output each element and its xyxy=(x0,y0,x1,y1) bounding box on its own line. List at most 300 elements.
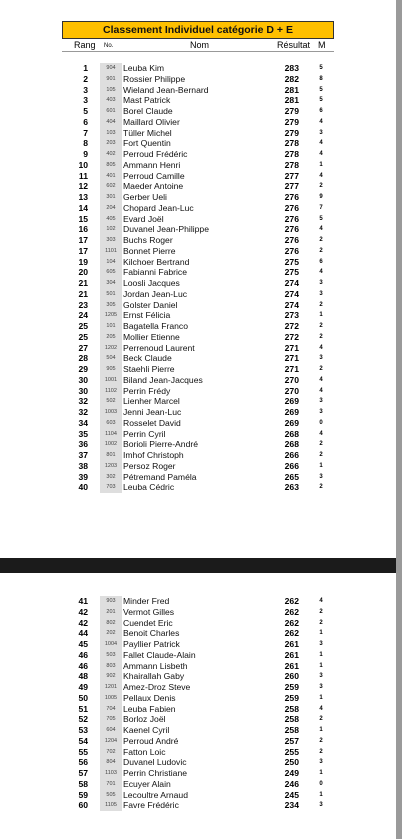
m-cell: 3 xyxy=(319,641,323,647)
rank-cell: 27 xyxy=(78,342,88,353)
m-cell: 6 xyxy=(319,108,323,114)
number-cell: 1204 xyxy=(100,736,122,747)
result-cell: 245 xyxy=(284,789,299,800)
result-cell: 273 xyxy=(284,310,299,321)
rank-cell: 12 xyxy=(78,181,88,192)
number-cell: 1005 xyxy=(100,693,122,704)
table-row xyxy=(0,85,396,96)
m-cell: 3 xyxy=(319,409,323,415)
number-cell: 1102 xyxy=(100,386,122,397)
m-cell: 3 xyxy=(319,290,323,297)
table-row xyxy=(0,596,396,607)
rank-cell: 41 xyxy=(78,596,88,606)
result-cell: 262 xyxy=(284,617,299,628)
m-cell: 3 xyxy=(319,759,323,766)
table-row xyxy=(0,224,396,235)
name-cell: Chopard Jean-Luc xyxy=(123,202,194,213)
table-row xyxy=(0,396,396,407)
number-cell: 802 xyxy=(100,618,122,629)
number-cell: 304 xyxy=(100,278,122,289)
result-cell: 250 xyxy=(284,757,299,768)
result-cell: 261 xyxy=(284,649,299,660)
result-cell: 278 xyxy=(284,138,299,149)
m-cell: 2 xyxy=(319,452,323,458)
number-cell: 1003 xyxy=(100,407,122,418)
number-cell: 201 xyxy=(100,607,122,618)
m-cell: 1 xyxy=(319,694,323,701)
name-cell: Leuba Cédric xyxy=(123,482,175,493)
m-cell: 2 xyxy=(319,619,323,626)
name-cell: Borloz Joël xyxy=(123,714,166,725)
rank-cell: 15 xyxy=(78,213,88,224)
name-cell: Perroud Camille xyxy=(123,170,185,181)
table-row xyxy=(0,63,396,74)
table-row xyxy=(0,618,396,629)
result-cell: 277 xyxy=(284,181,299,192)
rank-cell: 10 xyxy=(78,159,88,170)
name-cell: Leuba Kim xyxy=(123,63,165,73)
m-cell: 2 xyxy=(319,183,323,190)
table-row xyxy=(0,149,396,160)
table-row xyxy=(0,725,396,736)
table-row xyxy=(0,95,396,106)
result-cell: 234 xyxy=(284,800,299,811)
result-cell: 268 xyxy=(284,428,299,439)
result-cell: 258 xyxy=(284,725,299,735)
m-cell: 3 xyxy=(319,684,323,690)
table-row xyxy=(0,375,396,386)
rank-cell: 40 xyxy=(78,482,88,493)
name-cell: Perrin Frédy xyxy=(123,385,171,396)
number-cell: 302 xyxy=(100,472,122,483)
table-row xyxy=(0,203,396,214)
col-resultat: Résultat xyxy=(277,40,311,50)
m-cell: 4 xyxy=(319,705,323,712)
m-cell: 4 xyxy=(319,598,323,604)
name-cell: Biland Jean-Jacques xyxy=(123,374,203,385)
result-cell: 276 xyxy=(284,245,299,256)
m-cell: 2 xyxy=(319,366,323,372)
result-cell: 272 xyxy=(284,331,299,342)
number-cell: 103 xyxy=(100,128,122,139)
name-cell: Mollier Etienne xyxy=(123,331,180,342)
result-cell: 278 xyxy=(284,159,299,170)
number-cell: 702 xyxy=(100,747,122,758)
number-cell: 605 xyxy=(100,267,122,278)
m-cell: 5 xyxy=(319,86,323,93)
table-row xyxy=(0,364,396,375)
table-row xyxy=(0,386,396,397)
m-cell: 1 xyxy=(319,770,323,776)
rank-cell: 51 xyxy=(78,703,88,714)
m-cell: 3 xyxy=(319,398,323,405)
name-cell: Rosselet David xyxy=(123,417,181,428)
rank-cell: 36 xyxy=(78,439,88,450)
table-row xyxy=(0,790,396,801)
name-cell: Amez-Droz Steve xyxy=(123,682,191,692)
table-row xyxy=(0,418,396,429)
rank-cell: 53 xyxy=(78,725,88,735)
name-cell: Perroud André xyxy=(123,735,179,746)
table-row xyxy=(0,138,396,149)
name-cell: Leuba Fabien xyxy=(123,703,176,714)
number-cell: 405 xyxy=(100,214,122,225)
rank-cell: 2 xyxy=(83,73,88,84)
col-rang: Rang xyxy=(74,40,96,50)
rank-cell: 42 xyxy=(78,606,88,617)
rank-cell: 35 xyxy=(78,428,88,439)
number-cell: 403 xyxy=(100,95,122,106)
name-cell: Rossier Philippe xyxy=(123,73,186,84)
number-cell: 1103 xyxy=(100,768,122,779)
name-cell: Ecuyer Alain xyxy=(123,778,171,789)
rank-cell: 7 xyxy=(83,127,88,138)
table-row xyxy=(0,214,396,225)
name-cell: Jordan Jean-Luc xyxy=(123,288,188,299)
number-cell: 303 xyxy=(100,235,122,246)
name-cell: Borioli Pierre-André xyxy=(123,439,198,450)
result-cell: 274 xyxy=(284,299,299,310)
table-row xyxy=(0,257,396,268)
number-cell: 902 xyxy=(100,671,122,682)
name-cell: Staehli Pierre xyxy=(123,364,175,374)
scrollbar-track[interactable] xyxy=(396,0,402,839)
name-cell: Pétremand Paméla xyxy=(123,471,197,482)
m-cell: 2 xyxy=(319,608,323,615)
result-cell: 283 xyxy=(284,63,299,73)
table-row xyxy=(0,482,396,493)
name-cell: Duvanel Ludovic xyxy=(123,757,187,768)
rank-cell: 24 xyxy=(78,310,88,321)
rank-cell: 21 xyxy=(78,288,88,299)
m-cell: 5 xyxy=(319,65,323,71)
m-cell: 2 xyxy=(319,441,323,448)
table-row xyxy=(0,289,396,300)
number-cell: 905 xyxy=(100,364,122,375)
table-row xyxy=(0,800,396,811)
result-cell: 276 xyxy=(284,224,299,235)
rank-cell: 19 xyxy=(78,256,88,267)
m-cell: 4 xyxy=(319,172,323,179)
result-cell: 270 xyxy=(284,374,299,385)
rank-cell: 17 xyxy=(78,235,88,245)
name-cell: Bagatella Franco xyxy=(123,321,188,331)
rank-cell: 21 xyxy=(78,278,88,288)
name-cell: Fallet Claude-Alain xyxy=(123,649,196,660)
table-row xyxy=(0,439,396,450)
name-cell: Loosli Jacques xyxy=(123,278,180,288)
name-cell: Mast Patrick xyxy=(123,95,171,106)
number-cell: 903 xyxy=(100,596,122,607)
table-row xyxy=(0,714,396,725)
m-cell: 1 xyxy=(319,727,323,733)
result-cell: 258 xyxy=(284,714,299,725)
result-cell: 281 xyxy=(284,95,299,106)
number-cell: 1001 xyxy=(100,375,122,386)
result-cell: 279 xyxy=(284,116,299,127)
m-cell: 8 xyxy=(319,75,323,82)
result-cell: 263 xyxy=(284,482,299,493)
number-cell: 1202 xyxy=(100,343,122,354)
m-cell: 2 xyxy=(319,323,323,329)
m-cell: 4 xyxy=(319,387,323,394)
name-cell: Perrin Cyril xyxy=(123,428,166,439)
result-cell: 255 xyxy=(284,746,299,757)
name-cell: Maeder Antoine xyxy=(123,181,184,192)
m-cell: 1 xyxy=(319,161,323,168)
m-cell: 1 xyxy=(319,651,323,658)
name-cell: Perrin Christiane xyxy=(123,768,187,778)
table-row xyxy=(0,628,396,639)
m-cell: 2 xyxy=(319,737,323,744)
number-cell: 401 xyxy=(100,171,122,182)
number-cell: 404 xyxy=(100,117,122,128)
col-nom: Nom xyxy=(190,40,210,50)
results-list-page-1 xyxy=(0,63,396,493)
number-cell: 504 xyxy=(100,353,122,364)
m-cell: 1 xyxy=(319,662,323,669)
rank-cell: 48 xyxy=(78,671,88,682)
table-row xyxy=(0,461,396,472)
name-cell: Fatton Loic xyxy=(123,746,166,757)
number-cell: 1002 xyxy=(100,439,122,450)
result-cell: 257 xyxy=(284,735,299,746)
number-cell: 203 xyxy=(100,138,122,149)
number-cell: 1105 xyxy=(100,800,122,811)
table-row xyxy=(0,106,396,117)
rank-cell: 1 xyxy=(83,63,88,73)
rank-cell: 49 xyxy=(78,682,88,692)
result-cell: 274 xyxy=(284,288,299,299)
number-cell: 801 xyxy=(100,450,122,461)
number-cell: 704 xyxy=(100,704,122,715)
rank-cell: 28 xyxy=(78,353,88,364)
header-divider xyxy=(62,51,334,52)
rank-cell: 52 xyxy=(78,714,88,725)
m-cell: 7 xyxy=(319,204,323,211)
m-cell: 4 xyxy=(319,140,323,147)
number-cell: 204 xyxy=(100,203,122,214)
number-cell: 205 xyxy=(100,332,122,343)
number-cell: 1004 xyxy=(100,639,122,650)
results-page-2 xyxy=(0,573,396,839)
result-cell: 281 xyxy=(284,84,299,95)
name-cell: Evard Joël xyxy=(123,213,164,224)
name-cell: Bonnet Pierre xyxy=(123,245,176,256)
name-cell: Kilchoer Bertrand xyxy=(123,256,190,267)
rank-cell: 30 xyxy=(78,374,88,385)
result-cell: 282 xyxy=(284,73,299,84)
table-row xyxy=(0,321,396,332)
table-row xyxy=(0,639,396,650)
result-cell: 249 xyxy=(284,768,299,778)
number-cell: 901 xyxy=(100,74,122,85)
number-cell: 1101 xyxy=(100,246,122,257)
result-cell: 259 xyxy=(284,692,299,703)
rank-cell: 55 xyxy=(78,746,88,757)
name-cell: Ammann Henri xyxy=(123,159,181,170)
result-cell: 262 xyxy=(284,606,299,617)
rank-cell: 32 xyxy=(78,407,88,417)
table-row xyxy=(0,747,396,758)
number-cell: 1104 xyxy=(100,429,122,440)
rank-cell: 42 xyxy=(78,617,88,628)
m-cell: 1 xyxy=(319,630,323,637)
table-row xyxy=(0,267,396,278)
m-cell: 2 xyxy=(319,748,323,755)
name-cell: Imhof Christoph xyxy=(123,450,184,460)
result-cell: 279 xyxy=(284,106,299,116)
result-cell: 262 xyxy=(284,628,299,639)
name-cell: Khairallah Gaby xyxy=(123,671,185,682)
result-cell: 271 xyxy=(284,342,299,353)
name-cell: Cuendet Eric xyxy=(123,617,173,628)
name-cell: Jenni Jean-Luc xyxy=(123,407,182,417)
name-cell: Lienher Marcel xyxy=(123,396,180,407)
m-cell: 3 xyxy=(319,280,323,286)
name-cell: Buchs Roger xyxy=(123,235,173,245)
rank-cell: 13 xyxy=(78,192,88,202)
m-cell: 1 xyxy=(319,462,323,469)
m-cell: 3 xyxy=(319,355,323,362)
number-cell: 105 xyxy=(100,85,122,96)
rank-cell: 9 xyxy=(83,149,88,159)
name-cell: Ernst Félicia xyxy=(123,310,171,321)
result-cell: 272 xyxy=(284,321,299,331)
rank-cell: 20 xyxy=(78,267,88,278)
result-cell: 275 xyxy=(284,267,299,278)
rank-cell: 25 xyxy=(78,321,88,331)
number-cell: 102 xyxy=(100,224,122,235)
rank-cell: 6 xyxy=(83,116,88,127)
rank-cell: 46 xyxy=(78,649,88,660)
name-cell: Minder Fred xyxy=(123,596,170,606)
result-cell: 261 xyxy=(284,660,299,671)
rank-cell: 3 xyxy=(83,95,88,106)
number-cell: 502 xyxy=(100,396,122,407)
table-row xyxy=(0,450,396,461)
rank-cell: 60 xyxy=(78,800,88,811)
result-cell: 276 xyxy=(284,235,299,245)
name-cell: Tüller Michel xyxy=(123,127,172,138)
rank-cell: 45 xyxy=(78,639,88,649)
table-row xyxy=(0,74,396,85)
number-cell: 104 xyxy=(100,257,122,268)
number-cell: 1201 xyxy=(100,682,122,693)
rank-cell: 8 xyxy=(83,138,88,149)
result-cell: 260 xyxy=(284,671,299,682)
m-cell: 2 xyxy=(319,237,323,243)
number-cell: 202 xyxy=(100,628,122,639)
m-cell: 0 xyxy=(319,419,323,426)
name-cell: Fabianni Fabrice xyxy=(123,267,188,278)
name-cell: Beck Claude xyxy=(123,353,172,364)
number-cell: 705 xyxy=(100,714,122,725)
rank-cell: 29 xyxy=(78,364,88,374)
result-cell: 262 xyxy=(284,596,299,606)
table-row xyxy=(0,661,396,672)
number-cell: 604 xyxy=(100,725,122,736)
name-cell: Borel Claude xyxy=(123,106,173,116)
name-cell: Wieland Jean-Bernard xyxy=(123,84,209,95)
table-row xyxy=(0,192,396,203)
m-cell: 2 xyxy=(319,716,323,723)
col-no: No. xyxy=(104,43,114,49)
m-cell: 4 xyxy=(319,376,323,383)
rank-cell: 32 xyxy=(78,396,88,407)
result-cell: 275 xyxy=(284,256,299,267)
rank-cell: 38 xyxy=(78,460,88,471)
name-cell: Favre Frédéric xyxy=(123,800,179,811)
result-cell: 259 xyxy=(284,682,299,692)
name-cell: Pellaux Denis xyxy=(123,692,176,703)
result-cell: 269 xyxy=(284,417,299,428)
name-cell: Lecoultre Arnaud xyxy=(123,789,188,800)
table-row xyxy=(0,768,396,779)
table-row xyxy=(0,343,396,354)
rank-cell: 14 xyxy=(78,202,88,213)
rank-cell: 37 xyxy=(78,450,88,460)
number-cell: 503 xyxy=(100,650,122,661)
m-cell: 2 xyxy=(319,333,323,340)
table-row xyxy=(0,181,396,192)
number-cell: 803 xyxy=(100,661,122,672)
m-cell: 4 xyxy=(319,118,323,125)
table-row xyxy=(0,682,396,693)
m-cell: 4 xyxy=(319,226,323,233)
m-cell: 3 xyxy=(319,802,323,809)
number-cell: 305 xyxy=(100,300,122,311)
name-cell: Duvanel Jean-Philippe xyxy=(123,224,209,235)
table-row xyxy=(0,671,396,682)
name-cell: Golster Daniel xyxy=(123,299,178,310)
rank-cell: 34 xyxy=(78,417,88,428)
m-cell: 4 xyxy=(319,430,323,437)
table-row xyxy=(0,160,396,171)
number-cell: 601 xyxy=(100,106,122,117)
name-cell: Benoit Charles xyxy=(123,628,180,639)
number-cell: 701 xyxy=(100,779,122,790)
result-cell: 279 xyxy=(284,127,299,138)
table-row xyxy=(0,429,396,440)
table-row xyxy=(0,736,396,747)
result-cell: 269 xyxy=(284,396,299,407)
table-row xyxy=(0,300,396,311)
number-cell: 402 xyxy=(100,149,122,160)
table-row xyxy=(0,407,396,418)
result-cell: 268 xyxy=(284,439,299,450)
m-cell: 9 xyxy=(319,194,323,200)
rank-cell: 59 xyxy=(78,789,88,800)
name-cell: Ammann Lisbeth xyxy=(123,660,188,671)
rank-cell: 3 xyxy=(83,84,88,95)
result-cell: 246 xyxy=(284,778,299,789)
number-cell: 501 xyxy=(100,289,122,300)
name-cell: Perroud Frédéric xyxy=(123,149,188,159)
table-row xyxy=(0,353,396,364)
rank-cell: 50 xyxy=(78,692,88,703)
result-cell: 258 xyxy=(284,703,299,714)
number-cell: 505 xyxy=(100,790,122,801)
table-row xyxy=(0,704,396,715)
result-cell: 266 xyxy=(284,460,299,471)
rank-cell: 46 xyxy=(78,660,88,671)
result-cell: 261 xyxy=(284,639,299,649)
results-list-page-2 xyxy=(0,596,396,811)
table-row xyxy=(0,310,396,321)
m-cell: 1 xyxy=(319,791,323,798)
table-row xyxy=(0,757,396,768)
